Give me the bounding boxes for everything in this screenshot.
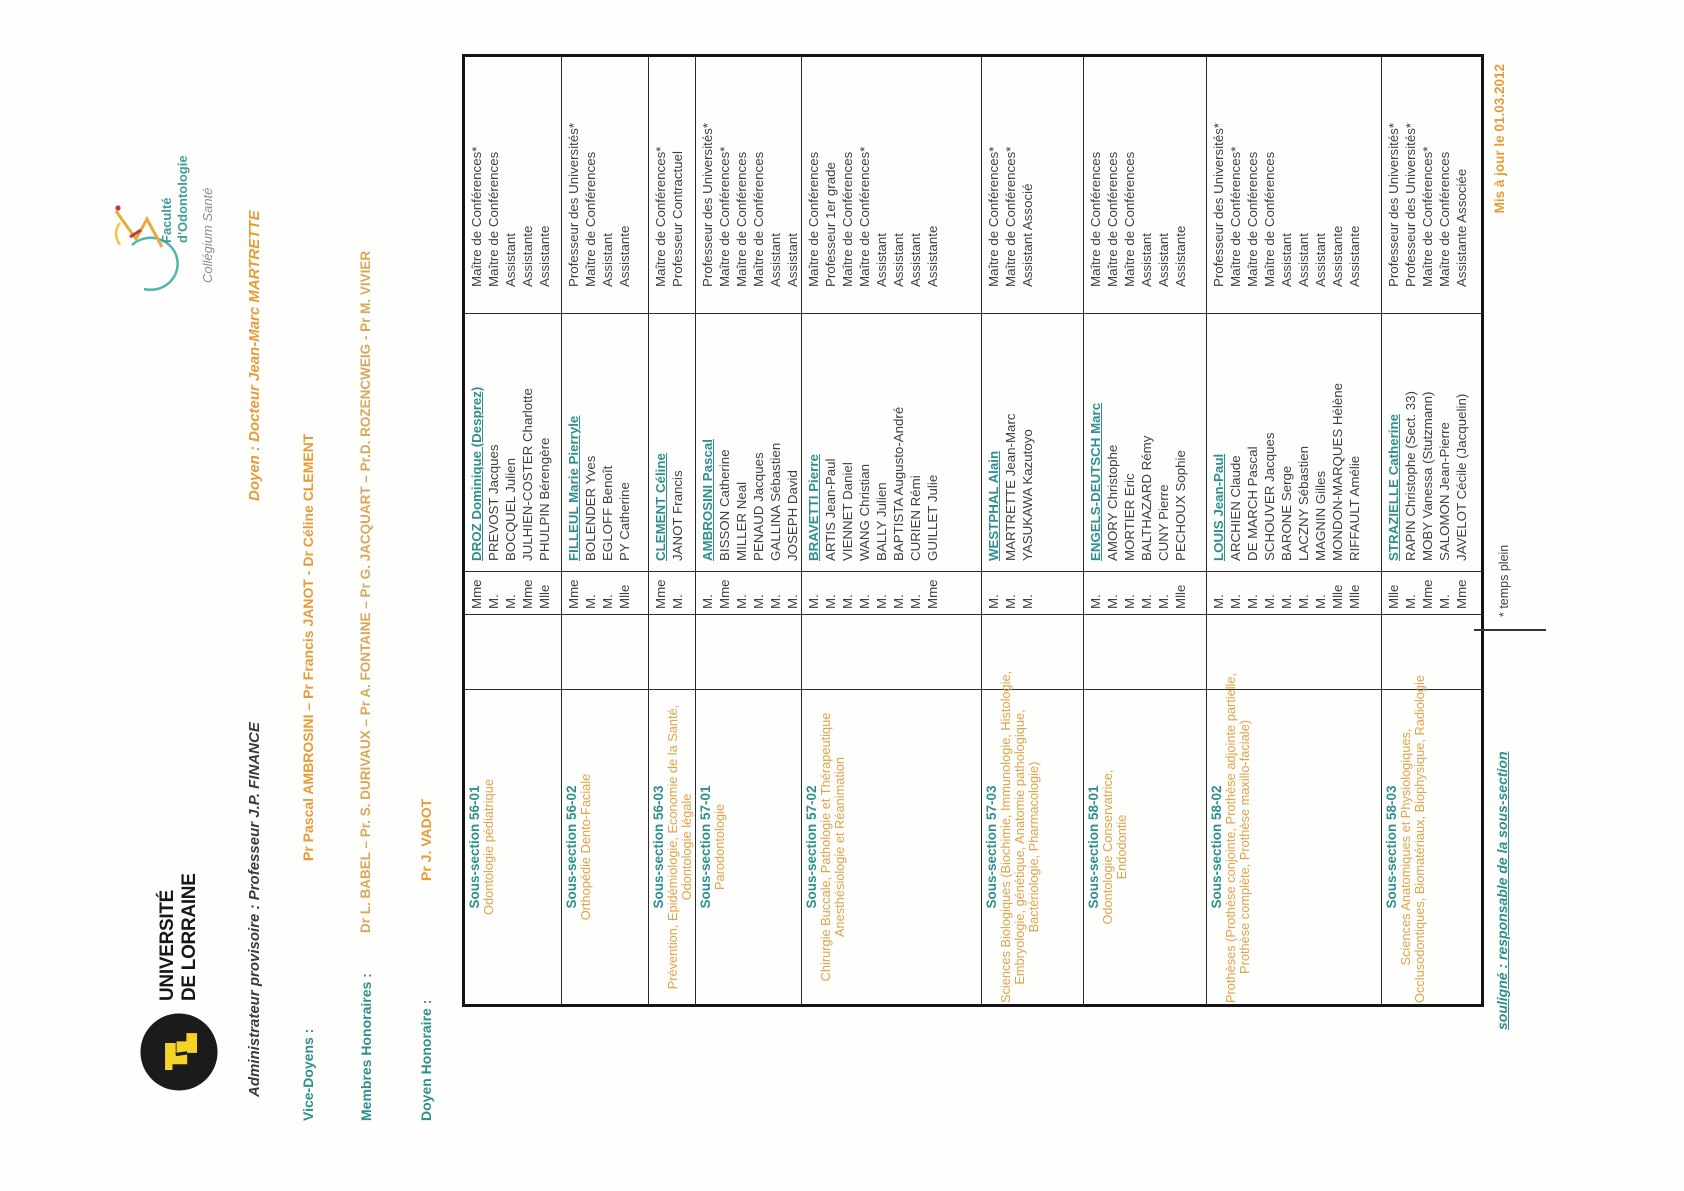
- member-name: RAPIN Christophe (Sect. 33): [1403, 391, 1418, 561]
- member-name: GALLINA Sébastien: [768, 442, 783, 561]
- civility-cell: [1382, 572, 1483, 615]
- honorary-members-label: Membres Honoraires :: [358, 973, 374, 1121]
- member-grade: Maître de Conférences: [1437, 151, 1452, 287]
- member-civility: M.: [1139, 594, 1154, 609]
- member-name: JANOT Francis: [670, 470, 685, 561]
- spacer-cell: [982, 615, 1084, 690]
- university-name-line1: UNIVERSITÉ: [157, 889, 179, 1001]
- member-civility: M.: [734, 594, 749, 609]
- member-grade: Maître de Conférences: [806, 151, 821, 287]
- member-grade: Assistant: [1296, 233, 1311, 287]
- member-grade: Professeur des Universités*: [700, 122, 715, 287]
- member-name: WESTPHAL Alain: [986, 450, 1001, 561]
- member-civility: M.: [1122, 594, 1137, 609]
- section-group-row: [562, 56, 649, 1006]
- member-civility: M.: [986, 594, 1001, 609]
- member-civility: Mlle: [537, 584, 552, 609]
- civility-cell: [1084, 572, 1207, 615]
- university-monogram-icon: [138, 1011, 220, 1093]
- member-grade: Maître de Conférences: [1122, 151, 1137, 287]
- honorary-dean-label: Doyen Honoraire :: [418, 999, 434, 1121]
- grades-cell: [696, 56, 802, 314]
- fulltime-footnote: * temps plein: [1497, 544, 1511, 617]
- member-grade: Assistant: [1279, 233, 1294, 287]
- spacer-cell: [1382, 615, 1483, 690]
- civility-cell: [696, 572, 802, 615]
- grades-cell: [562, 56, 649, 314]
- member-name: FILLEUL Marie Pierryle: [566, 415, 581, 561]
- member-civility: Mme: [925, 579, 940, 609]
- section-cell: [696, 690, 802, 1006]
- member-grade: Maître de Conférences*: [717, 146, 732, 287]
- spacer-cell: [1084, 615, 1207, 690]
- member-grade: Assistante Associée: [1454, 168, 1469, 287]
- section-group-row: [1207, 56, 1382, 1006]
- section-group-row: [802, 56, 982, 1006]
- section-title: Sous-section 56-03: [651, 785, 666, 909]
- names-cell: [562, 314, 649, 572]
- member-name: BOLENDER Yves: [583, 455, 598, 561]
- member-grade: Maître de Conférences: [1245, 151, 1260, 287]
- member-civility: M.: [1211, 594, 1226, 609]
- member-grade: Maître de Conférences: [1105, 151, 1120, 287]
- section-subtitle: Odontologie pédiatrique: [481, 779, 496, 915]
- grades-cell: [982, 56, 1084, 314]
- member-civility: Mlle: [1173, 584, 1188, 609]
- member-grade: Professeur des Universités*: [1386, 122, 1401, 287]
- member-name: WANG Christian: [857, 463, 872, 561]
- section-subtitle: Embryologie, génétique, Anatomie pathologique,: [1012, 709, 1027, 985]
- spacer-cell: [696, 615, 802, 690]
- member-civility: Mlle: [1330, 584, 1345, 609]
- member-grade: Maître de Conférences: [486, 151, 501, 287]
- vice-deans-value: Pr Pascal AMBROSINI – Pr Francis JANOT - Dr Céline CLEMENT: [300, 433, 316, 861]
- names-cell: [1382, 314, 1483, 572]
- member-grade: Maître de Conférences*: [469, 146, 484, 287]
- member-grade: Maître de Conférences*: [1003, 146, 1018, 287]
- collegium-label: Collégium Santé: [200, 187, 215, 283]
- section-cell: [649, 690, 696, 1006]
- names-cell: [649, 314, 696, 572]
- member-civility: M.: [1279, 594, 1294, 609]
- member-civility: M.: [823, 594, 838, 609]
- section-subtitle: Sciences Anatomiques et Physiologiques,: [1398, 728, 1413, 966]
- member-civility: M.: [1245, 594, 1260, 609]
- member-name: BARONE Serge: [1279, 465, 1294, 561]
- section-title: Sous-section 58-01: [1086, 785, 1101, 909]
- section-group-row: [696, 56, 802, 1006]
- member-grade: Maître de Conférences*: [1228, 146, 1243, 287]
- member-name: BISSON Catherine: [717, 449, 732, 561]
- grades-cell: [1207, 56, 1382, 314]
- member-name: CURIEN Rémi: [908, 475, 923, 561]
- vice-deans-label: Vice-Doyens :: [300, 1028, 316, 1121]
- member-grade: Professeur Contractuel: [670, 151, 685, 287]
- section-subtitle: Prothèse complète, Prothèse maxillo-faciale): [1237, 720, 1252, 974]
- administrator-line: Administrateur provisoire : Professeur J.P. FINANCE: [246, 722, 263, 1097]
- member-grade: Maître de Conférences*: [1420, 146, 1435, 287]
- section-group-row: [1084, 56, 1207, 1006]
- member-grade: Maître de Conférences*: [653, 146, 668, 287]
- civility-cell: [1207, 572, 1382, 615]
- member-name: AMORY Christophe: [1105, 444, 1120, 561]
- member-name: MORTIER Eric: [1122, 473, 1137, 561]
- member-civility: Mme: [566, 579, 581, 609]
- member-name: ARCHIEN Claude: [1228, 455, 1243, 561]
- member-name: JOSEPH David: [785, 470, 800, 561]
- member-civility: Mme: [717, 579, 732, 609]
- member-grade: Assistant: [1139, 233, 1154, 287]
- civility-cell: [562, 572, 649, 615]
- member-civility: M.: [600, 594, 615, 609]
- member-civility: M.: [700, 594, 715, 609]
- member-civility: M.: [1003, 594, 1018, 609]
- member-grade: Maître de Conférences: [840, 151, 855, 287]
- member-name: EGLOFF Benoît: [600, 465, 615, 561]
- member-civility: M.: [1088, 594, 1103, 609]
- section-title: Sous-section 58-03: [1384, 785, 1399, 909]
- member-civility: M.: [1437, 594, 1452, 609]
- section-subtitle: Sciences Biologiques (Biochimie, Immunologie, Histologie,: [998, 670, 1013, 1003]
- member-civility: M.: [1228, 594, 1243, 609]
- section-subtitle: Occlusodontiques, Biomatériaux, Biophysique, Radiologie: [1412, 675, 1427, 1003]
- member-civility: M.: [1313, 594, 1328, 609]
- section-subtitle: Prévention, Epidémiologie, Economie de la Santé,: [665, 704, 680, 990]
- member-grade: Maître de Conférences: [734, 151, 749, 287]
- member-grade: Assistant Associé: [1020, 183, 1035, 287]
- grades-cell: [1084, 56, 1207, 314]
- section-subtitle: Odontologie légale: [679, 793, 694, 901]
- section-group-row: [1382, 56, 1483, 1006]
- section-title: Sous-section 56-02: [564, 785, 579, 909]
- footnote-divider: [1474, 629, 1546, 631]
- member-grade: Maître de Conférences: [751, 151, 766, 287]
- member-civility: Mme: [1454, 579, 1469, 609]
- section-title: Sous-section 56-01: [467, 785, 482, 909]
- member-grade: Professeur 1er grade: [823, 162, 838, 287]
- member-grade: Professeur des Universités*: [1211, 122, 1226, 287]
- member-name: STRAZIELLE Catherine: [1386, 413, 1401, 561]
- member-grade: Maître de Conférences*: [857, 146, 872, 287]
- member-grade: Professeur des Universités*: [1403, 122, 1418, 287]
- spacer-cell: [562, 615, 649, 690]
- university-name-line2: DE LORRAINE: [179, 873, 200, 1001]
- member-civility: M.: [583, 594, 598, 609]
- section-subtitle: Orthopédie Dento-Faciale: [578, 773, 593, 921]
- grades-cell: [1382, 56, 1483, 314]
- member-civility: M.: [1403, 594, 1418, 609]
- section-group-row: [464, 56, 562, 1006]
- section-cell: [464, 690, 562, 1006]
- member-grade: Maître de Conférences: [1088, 151, 1103, 287]
- section-title: Sous-section 57-02: [804, 785, 819, 909]
- member-name: BALLY Julien: [874, 482, 889, 561]
- section-title: Sous-section 57-01: [698, 785, 713, 909]
- section-title: Sous-section 58-02: [1209, 785, 1224, 909]
- member-name: DE MARCH Pascal: [1245, 446, 1260, 561]
- member-civility: M.: [768, 594, 783, 609]
- member-name: LOUIS Jean-Paul: [1211, 453, 1226, 561]
- member-grade: Assistant: [874, 233, 889, 287]
- member-civility: Mme: [469, 579, 484, 609]
- member-name: PECHOUX Sophie: [1173, 450, 1188, 561]
- member-name: PENAUD Jacques: [751, 452, 766, 561]
- section-group-row: [982, 56, 1084, 1006]
- member-civility: M.: [891, 594, 906, 609]
- faculty-name-line2: d'Odontologie: [175, 155, 190, 243]
- member-civility: M.: [806, 594, 821, 609]
- member-grade: Maître de Conférences: [1262, 151, 1277, 287]
- section-cell: [1084, 690, 1207, 1006]
- member-grade: Assistant: [1313, 233, 1328, 287]
- member-grade: Assistante: [1347, 225, 1362, 287]
- member-name: CUNY Pierre: [1156, 484, 1171, 561]
- member-civility: Mme: [653, 579, 668, 609]
- grades-cell: [464, 56, 562, 314]
- member-name: LACZNY Sébastien: [1296, 445, 1311, 561]
- member-grade: Assistante: [1173, 225, 1188, 287]
- member-name: MONDON-MARQUES Hélène: [1330, 382, 1345, 561]
- member-grade: Professeur des Universités*: [566, 122, 581, 287]
- member-civility: M.: [840, 594, 855, 609]
- honorary-dean-value: Pr J. VADOT: [418, 798, 434, 881]
- section-group-row: [649, 56, 696, 1006]
- member-name: VIENNET Daniel: [840, 462, 855, 561]
- section-subtitle: Prothèses (Prothèse conjointe, Prothèse adjointe partielle,: [1223, 672, 1238, 1003]
- section-cell: [982, 670, 1084, 1006]
- member-name: JULHIEN-COSTER Charlotte: [520, 388, 535, 561]
- member-name: ARTIS Jean-Paul: [823, 458, 838, 561]
- member-grade: Assistante: [925, 225, 940, 287]
- member-name: MARTRETTE Jean-Marc: [1003, 413, 1018, 561]
- member-civility: M.: [908, 594, 923, 609]
- member-name: PY Catherine: [617, 482, 632, 561]
- section-cell: [562, 690, 649, 1006]
- section-cell: [1207, 672, 1382, 1006]
- member-civility: Mlle: [1386, 584, 1401, 609]
- section-title: Sous-section 57-03: [984, 785, 999, 909]
- grades-cell: [802, 56, 982, 314]
- member-civility: Mme: [1420, 579, 1435, 609]
- member-grade: Assistante: [520, 225, 535, 287]
- section-cell: [802, 690, 982, 1006]
- names-cell: [464, 314, 562, 572]
- member-civility: M.: [486, 594, 501, 609]
- names-cell: [1207, 314, 1382, 572]
- member-civility: Mlle: [1347, 584, 1362, 609]
- civility-cell: [464, 572, 562, 615]
- section-cell: [1382, 675, 1483, 1006]
- member-name: PHULPIN Bérengère: [537, 437, 552, 561]
- member-name: BRAVETTI Pierre: [806, 454, 821, 561]
- member-name: PREVOST Jacques: [486, 444, 501, 561]
- dean-line: Doyen : Docteur Jean-Marc MARTRETTE: [246, 210, 263, 501]
- university-logo: [138, 873, 220, 1093]
- civility-cell: [982, 572, 1084, 615]
- member-name: CLEMENT Céline: [653, 453, 668, 561]
- member-name: ENGELS-DEUTSCH Marc: [1088, 402, 1103, 561]
- member-civility: M.: [1105, 594, 1120, 609]
- grades-cell: [649, 56, 696, 314]
- member-civility: M.: [751, 594, 766, 609]
- university-name: [157, 873, 201, 1001]
- member-name: MILLER Neal: [734, 481, 749, 561]
- member-grade: Assistant: [908, 233, 923, 287]
- member-grade: Assistante: [537, 225, 552, 287]
- member-name: MAGNIN Gilles: [1313, 470, 1328, 561]
- section-subtitle: Odontologie Conservatrice,: [1100, 769, 1115, 925]
- staff-table: [462, 54, 1484, 1007]
- member-grade: Assistant: [768, 233, 783, 287]
- member-civility: Mlle: [617, 584, 632, 609]
- faculty-logo: [108, 139, 233, 309]
- underline-legend-note: souligné : responsable de la sous-section: [1494, 751, 1510, 1030]
- member-name: BAPTISTA Augusto-André: [891, 406, 906, 561]
- member-name: MOBY Vanessa (Stutzmann): [1420, 391, 1435, 561]
- member-grade: Assistant: [891, 233, 906, 287]
- member-grade: Assistant: [600, 233, 615, 287]
- member-civility: M.: [503, 594, 518, 609]
- member-name: DROZ Dominique (Desprez): [469, 386, 484, 561]
- section-subtitle: Anesthésiologie et Réanimation: [832, 757, 847, 937]
- spacer-cell: [464, 615, 562, 690]
- member-grade: Assistant: [785, 233, 800, 287]
- member-grade: Assistant: [503, 233, 518, 287]
- member-name: SALOMON Jean-Pierre: [1437, 422, 1452, 561]
- member-grade: Maître de Conférences*: [986, 146, 1001, 287]
- member-name: JAVELOT Cécile (Jacquelin): [1454, 393, 1469, 561]
- civility-cell: [802, 572, 982, 615]
- member-name: GUILLET Julie: [925, 474, 940, 561]
- member-civility: M.: [1262, 594, 1277, 609]
- honorary-members-value: Dr L. BABEL – Pr. S. DURIVAUX – Pr A. FONTAINE – Pr G. JACQUART – Pr.D. ROZENCWEIG - Pr M. VIVIER: [358, 250, 373, 933]
- section-subtitle: Parodontologie: [712, 803, 727, 891]
- section-subtitle: Chirurgie Buccale, Pathologie et Thérapeutique: [818, 712, 833, 982]
- names-cell: [802, 314, 982, 572]
- member-civility: M.: [857, 594, 872, 609]
- updated-date: Mis à jour le 01.03.2012: [1492, 64, 1507, 214]
- section-subtitle: Endodontie: [1114, 814, 1129, 880]
- spacer-cell: [649, 615, 696, 690]
- member-civility: M.: [1020, 594, 1035, 609]
- member-civility: M.: [670, 594, 685, 609]
- civility-cell: [649, 572, 696, 615]
- member-grade: Assistante: [617, 225, 632, 287]
- member-civility: M.: [1296, 594, 1311, 609]
- member-name: AMBROSINI Pascal: [700, 439, 715, 561]
- member-civility: M.: [1156, 594, 1171, 609]
- member-civility: M.: [785, 594, 800, 609]
- section-subtitle: Bactériologie, Pharmacologie): [1026, 761, 1041, 933]
- member-name: SCHOUVER Jacques: [1262, 432, 1277, 561]
- member-name: YASUKAWA Kazutoyo: [1020, 429, 1035, 561]
- member-grade: Assistante: [1330, 225, 1345, 287]
- member-name: BOCQUEL Julien: [503, 458, 518, 561]
- member-name: RIFFAULT Amélie: [1347, 455, 1362, 561]
- member-grade: Assistant: [1156, 233, 1171, 287]
- names-cell: [696, 314, 802, 572]
- names-cell: [982, 314, 1084, 572]
- names-cell: [1084, 314, 1207, 572]
- member-civility: Mme: [520, 579, 535, 609]
- member-civility: M.: [874, 594, 889, 609]
- faculty-name-line1: Faculté: [159, 197, 174, 243]
- member-name: BALTHAZARD Rémy: [1139, 435, 1154, 561]
- spacer-cell: [802, 615, 982, 690]
- member-grade: Maître de Conférences: [583, 151, 598, 287]
